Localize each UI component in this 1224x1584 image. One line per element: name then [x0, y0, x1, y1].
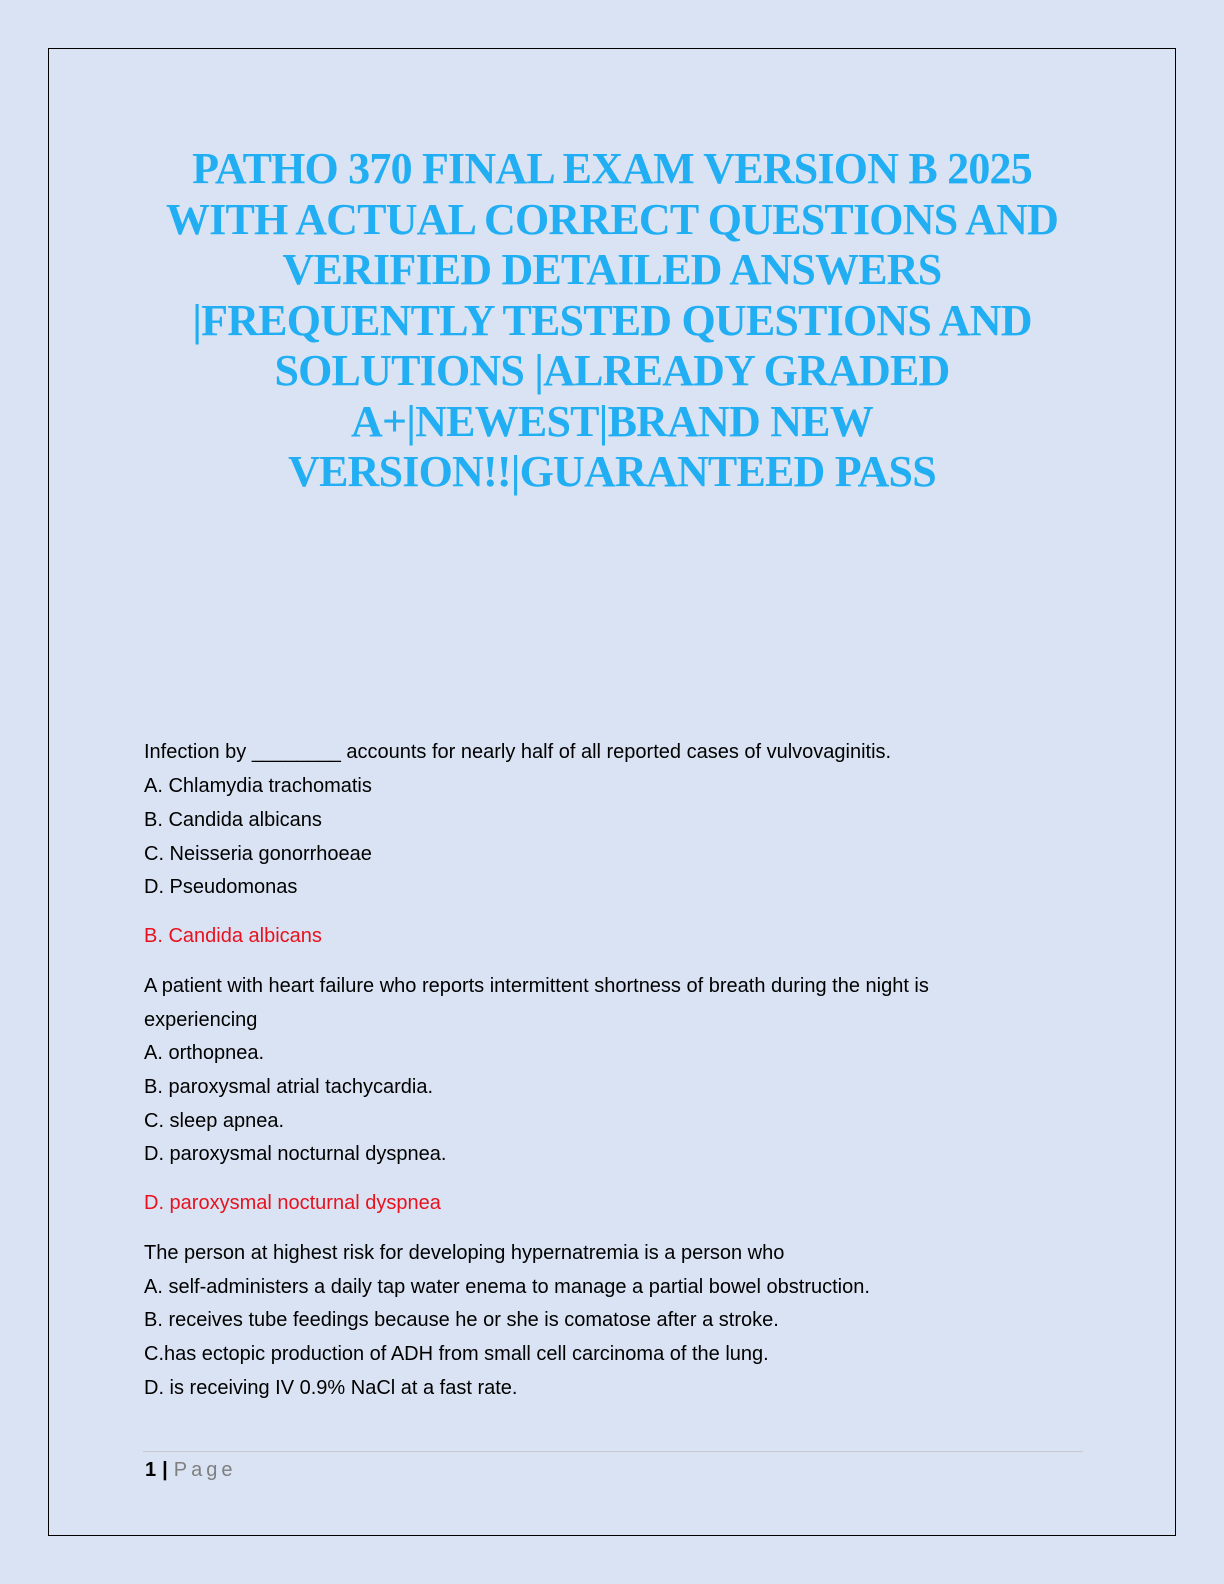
question-3-option-d: D. is receiving IV 0.9% NaCl at a fast rate.: [144, 1377, 518, 1399]
question-3-stem: The person at highest risk for developing hypernatremia is a person who: [144, 1242, 785, 1264]
question-1-option-a: A. Chlamydia trachomatis: [144, 775, 372, 797]
question-2-option-b: B. paroxysmal atrial tachycardia.: [144, 1076, 434, 1098]
title-line: VERIFIED DETAILED ANSWERS: [282, 245, 942, 294]
title-line: WITH ACTUAL CORRECT QUESTIONS AND: [165, 194, 1059, 244]
question-3-option-b: B. receives tube feedings because he or she is comatose after a stroke.: [144, 1309, 779, 1331]
page-label: Page: [173, 1459, 237, 1481]
question-3-option-a: A. self-administers a daily tap water enema to manage a partial bowel obstruction.: [144, 1276, 870, 1298]
page-number: 1: [145, 1459, 157, 1481]
footer-divider: [143, 1451, 1083, 1452]
title-line: PATHO 370 FINAL EXAM VERSION B 2025: [192, 144, 1032, 193]
question-1-option-c: C. Neisseria gonorrhoeae: [144, 843, 372, 865]
title-line: |FREQUENTLY TESTED QUESTIONS AND: [192, 295, 1032, 345]
question-1-answer: B. Candida albicans: [144, 925, 322, 947]
question-2-option-d: D. paroxysmal nocturnal dyspnea.: [144, 1143, 447, 1165]
question-3-option-c: C.has ectopic production of ADH from small cell carcinoma of the lung.: [144, 1343, 769, 1365]
question-1-option-b: B. Candida albicans: [144, 809, 322, 831]
question-2-option-a: A. orthopnea.: [144, 1042, 265, 1064]
question-2-stem-line-1: A patient with heart failure who reports intermittent shortness of breath during the night is: [144, 975, 929, 997]
title-line: A+|NEWEST|BRAND NEW: [351, 396, 873, 446]
page-footer: [145, 1457, 236, 1483]
document-title: [120, 144, 1104, 498]
question-2-option-c: C. sleep apnea.: [144, 1110, 285, 1132]
question-1-stem: Infection by ________ accounts for nearly half of all reported cases of vulvovaginitis.: [144, 741, 892, 763]
title-line: VERSION!!|GUARANTEED PASS: [288, 447, 936, 496]
question-1-option-d: D. Pseudomonas: [144, 876, 298, 898]
question-2-stem-line-2: experiencing: [144, 1009, 258, 1031]
footer-separator: |: [162, 1459, 168, 1481]
title-line: SOLUTIONS |ALREADY GRADED: [274, 346, 950, 395]
question-2-answer: D. paroxysmal nocturnal dyspnea: [144, 1192, 441, 1214]
